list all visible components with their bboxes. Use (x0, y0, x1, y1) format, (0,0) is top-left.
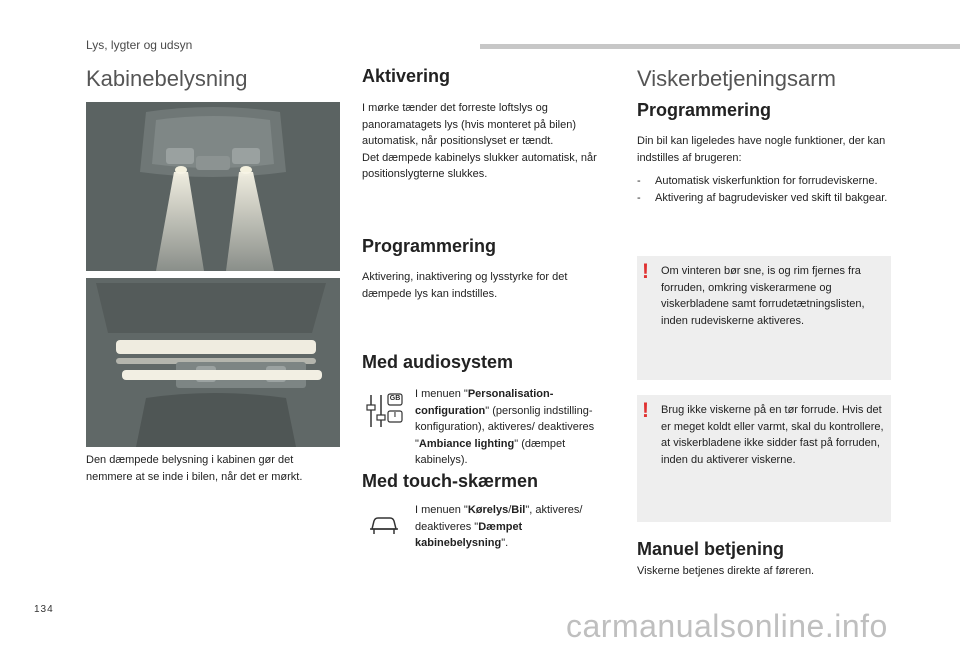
settings-sliders-icon (364, 391, 404, 431)
touch-text-post: ". (501, 537, 509, 549)
audio-icon-label-1: GB (389, 395, 401, 402)
running-header: Lys, lygter og udsyn (86, 38, 193, 52)
bullet-list (637, 173, 891, 206)
car-icon (368, 512, 400, 538)
audio-text-mid: " (personlig indstilling-konfiguration), aktiveres/ deaktiveres " (415, 404, 595, 450)
touch-menu-2: Bil (511, 504, 526, 516)
list-item (637, 190, 891, 207)
audio-icon-label-2: I (394, 412, 396, 419)
section-title-kabinebelysning: Kabinebelysning (86, 66, 248, 91)
paragraph-programmering-middle: Aktivering, inaktivering og lysstyrke for det dæmpede lys kan indstilles. (362, 271, 568, 300)
paragraph-audiosystem (415, 386, 605, 469)
warning-box-winter (637, 256, 891, 380)
page-number: 134 (34, 604, 54, 615)
warning-text-dry: Brug ikke viskerne på en tør forrude. Hvis det er meget koldt eller varmt, skal du kontrollere, at viskerbladene ikke sidder fast på forruden, inden du aktiverer viskerne. (661, 404, 884, 466)
warning-box-dry (637, 395, 891, 522)
heading-med-touch-skaermen: Med touch-skærmen (362, 471, 539, 491)
touch-menu-1: Kørelys (467, 504, 509, 516)
aktivering-text-1: I mørke tænder det forreste loftslys og panoramatagets lys (hvis monteret på bilen) automatisk, når positionslyset er tændt. (362, 102, 576, 147)
warning-icon: ! (642, 399, 649, 422)
warning-text-winter: Om vinteren bør sne, is og rim fjernes fra forruden, omkring viskerarmene og viskerbladene samt forrudetætningslisten, inden rudeviskerne aktiveres. (661, 265, 865, 327)
heading-programmering-middle: Programmering (362, 236, 497, 256)
ceiling-light-photo-panorama (86, 278, 340, 447)
header-bar (480, 44, 960, 49)
section-title-viskerbetjeningsarm: Viskerbetjeningsarm (637, 66, 836, 91)
heading-med-audiosystem: Med audiosystem (362, 352, 514, 372)
list-item (637, 173, 891, 190)
touch-slash: / (508, 504, 512, 516)
bullet-marker: - (637, 191, 641, 204)
caption-kabinebelysning: Den dæmpede belysning i kabinen gør det nemmere at se inde i bilen, når det er mørkt. (86, 454, 303, 483)
ceiling-light-photo-front (86, 102, 340, 271)
bullet-text-2: Aktivering af bagrudevisker ved skift til bakgear. (655, 191, 888, 204)
audio-text-pre: I menuen " (415, 388, 468, 400)
paragraph-manuel: Viskerne betjenes direkte af føreren. (637, 565, 815, 577)
audio-option-name: Ambiance lighting (418, 437, 515, 450)
paragraph-touch (415, 502, 605, 552)
bullet-text-1: Automatisk viskerfunktion for forrudeviskerne. (655, 175, 878, 187)
aktivering-text-2: Det dæmpede kabinelys slukker automatisk, når positionslygterne slukkes. (362, 151, 597, 180)
bullet-marker: - (637, 175, 641, 187)
heading-aktivering: Aktivering (362, 66, 451, 86)
paragraph-programmering-right: Din bil kan ligeledes have nogle funktioner, der kan indstilles af brugeren: (637, 135, 886, 164)
heading-programmering-right: Programmering (637, 100, 772, 120)
audio-menu-name: Personalisation-configuration (415, 388, 554, 417)
watermark: carmanualsonline.info (566, 608, 888, 644)
audio-text-post: " (dæmpet kabinelys). (415, 437, 566, 466)
warning-icon: ! (642, 260, 649, 283)
touch-text-mid: ", aktiveres/ deaktiveres " (415, 504, 583, 533)
paragraph-aktivering (362, 100, 602, 183)
touch-text-pre: I menuen " (415, 504, 468, 516)
heading-manuel-betjening: Manuel betjening (637, 539, 785, 559)
touch-option-name: Dæmpet kabinebelysning (415, 520, 523, 549)
